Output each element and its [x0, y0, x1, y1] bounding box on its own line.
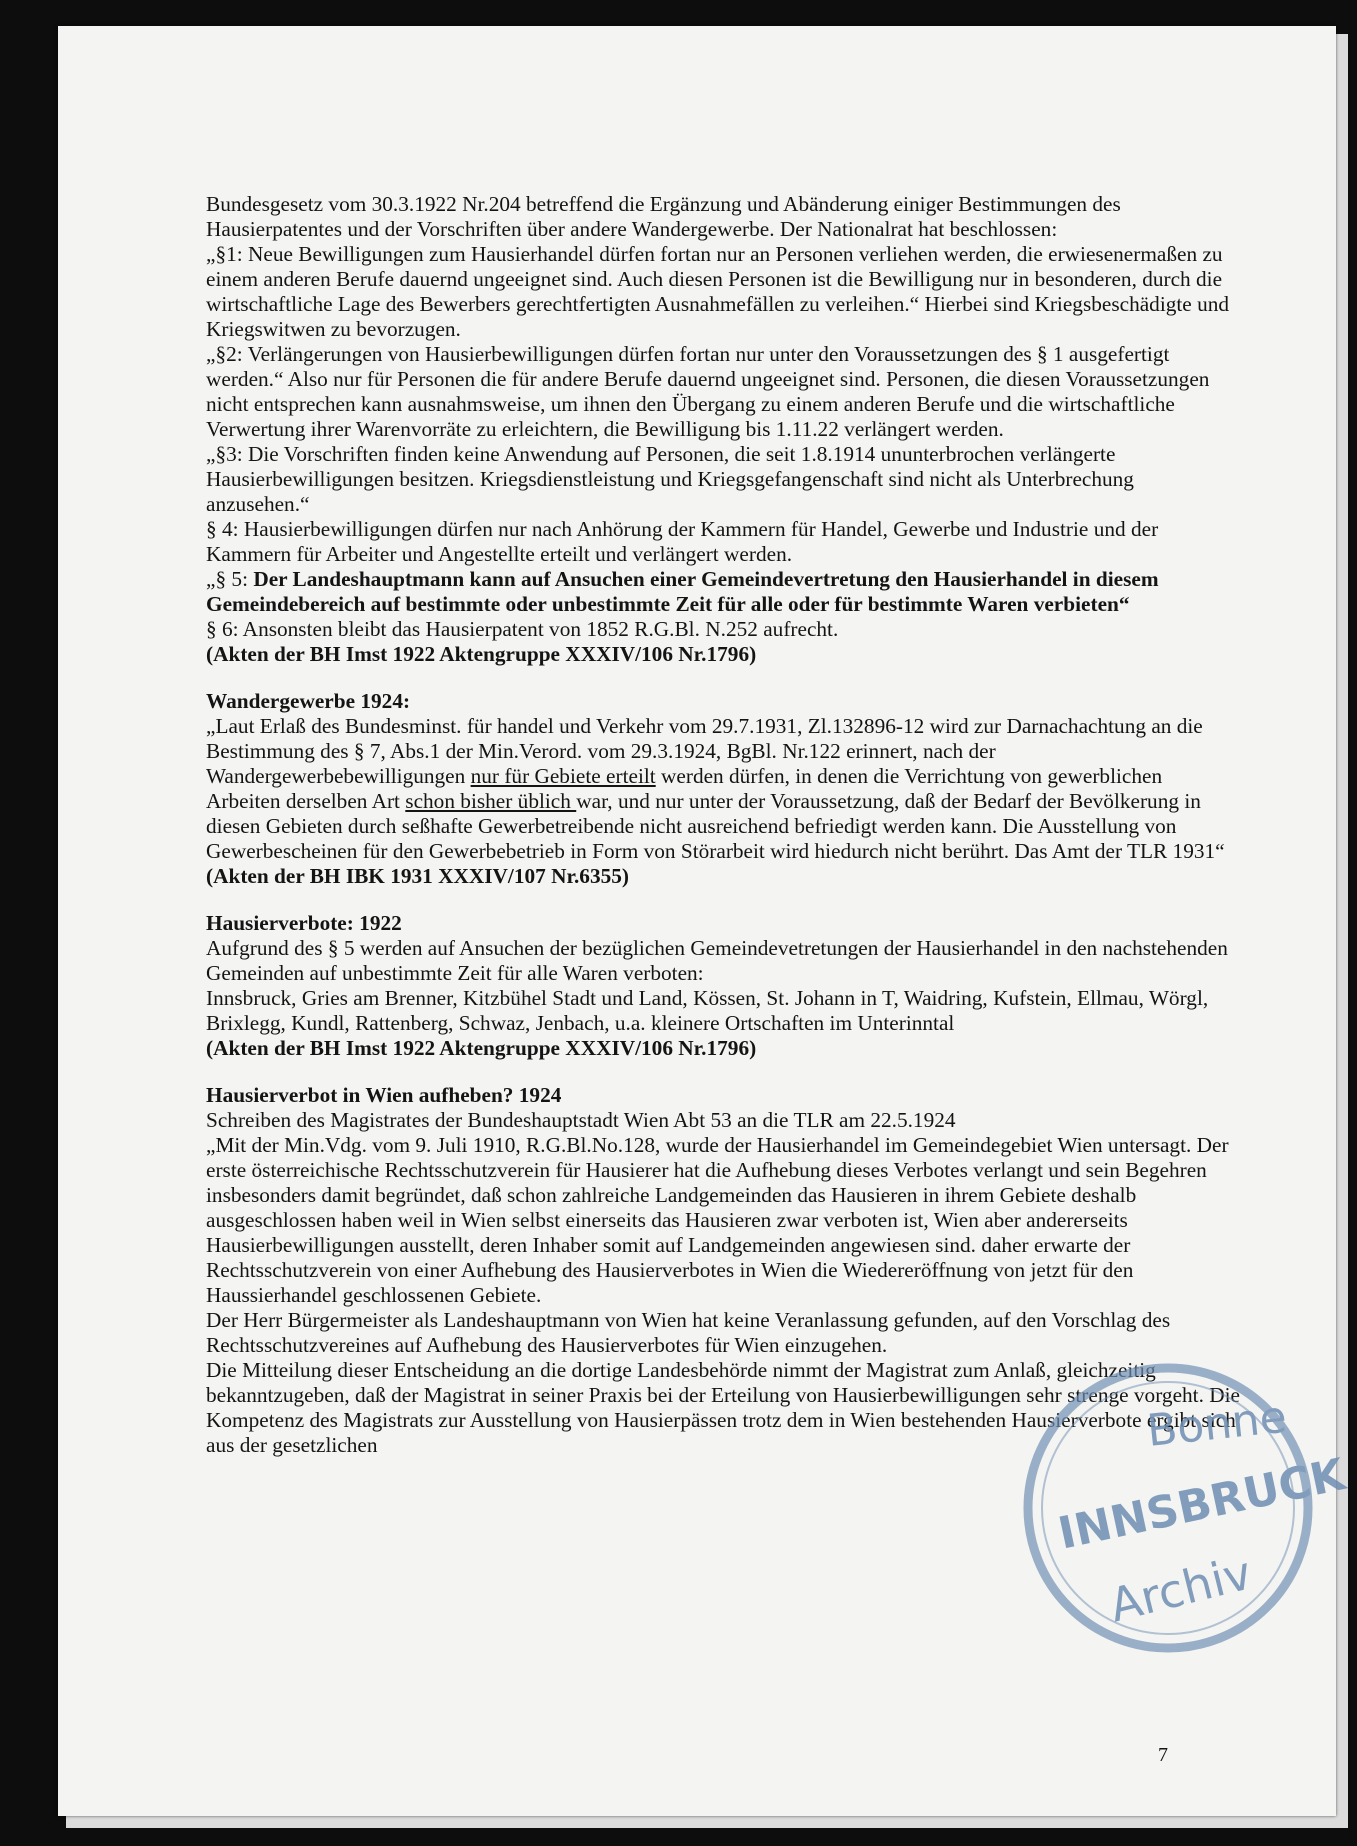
section-5-prefix: „§ 5: [206, 567, 254, 591]
archive-stamp [1018, 1358, 1350, 1658]
stamp-text-bottom: Archiv [1104, 1545, 1257, 1633]
wien-letter-body: „Mit der Min.Vdg. vom 9. Juli 1910, R.G.Bl.No.128, wurde der Hausierhandel im Gemeindegebiet Wien untersagt. Der erste österreichische Rechtsschutzverein für Hausierer hat die Aufhebung dieses Verbotes verlangt und sein Begehren insbesonders damit begründet, daß schon zahlreiche Landgemeinden das Hausieren in ihrem Gebiete deshalb ausgeschlossen haben weil in Wien selbst einerseits das Hausieren zwar verboten ist, Wien aber andererseits Hausierbewilligungen ausstellt, deren Inhaber somit auf Landgemeinden angewiesen sind. daher erwarte der Rechtsschutzverein von einer Aufhebung des Hausierverbotes in Wien die Wiedereröffnung von jetzt für den Haussierhandel geschlossenen Gebiete. [206, 1133, 1229, 1307]
wandergewerbe-text-part-2: werden dürfen, in denen die Verrichtung von gewerblichen Arbeiten derselben Art [206, 764, 1163, 813]
hausierverbote-text: Aufgrund des § 5 werden auf Ansuchen der bezüglichen Gemeindevetretungen der Hausierhandel in den nachstehenden Gemeinden auf unbestimmte Zeit für alle Waren verboten: [206, 936, 1228, 985]
stamp-text-top: Bonne [1144, 1391, 1290, 1457]
underlined-phrase-gebiete: nur für Gebiete erteilt [470, 764, 656, 788]
spacer [206, 1061, 1240, 1083]
source-citation-1922-second: (Akten der BH Imst 1922 Aktengruppe XXXIV/106 Nr.1796) [206, 1036, 757, 1060]
section-5-bold-text: Der Landeshauptmann kann auf Ansuchen einer Gemeindevertretung den Hausierhandel in diesem Gemeindebereich auf bestimmte oder unbestimmte Zeit für alle oder für bestimmte Waren verbieten“ [206, 567, 1159, 616]
hausierverbote-places: Innsbruck, Gries am Brenner, Kitzbühel Stadt und Land, Kössen, St. Johann in T, Waidring, Kufstein, Ellmau, Wörgl, Brixlegg, Kundl, Rattenberg, Schwaz, Jenbach, u.a. kleinere Ortschaften im Unterinntal [206, 986, 1209, 1035]
wandergewerbe-text-part-1: „Laut Erlaß des Bundesminst. für handel und Verkehr vom 29.7.1931, Zl.132896-12 wird zur Darnachachtung an die Bestimmung des § 7, Abs.1 der Min.Verord. vom 29.3.1924, BgBl. Nr.122 erinnert, nach der Wandergewerbebewilligungen [206, 714, 1203, 788]
document-body [206, 192, 1240, 1458]
paragraph-section-1: „§1: Neue Bewilligungen zum Hausierhandel dürfen fortan nur an Personen verliehen werden, die erwiesenermaßen zu einem anderen Berufe dauernd ungeeignet sind. Auch diesen Personen ist die Bewilligung nur in besonderen, durch die wirtschaftliche Lage des Bewerbers gerechtfertigten Ausnahmefällen zu verleihen.“ Hierbei sind Kriegsbeschädigte und Kriegswitwen zu bevorzugen. [206, 242, 1230, 341]
stamp-text-middle: INNSBRUCK [1053, 1449, 1350, 1560]
law-intro-paragraph: Bundesgesetz vom 30.3.1922 Nr.204 betreffend die Ergänzung und Abänderung einiger Bestimmungen des Hausierpatentes und der Vorschriften über andere Wandergewerbe. Der Nationalrat hat beschlossen: [206, 192, 1121, 241]
source-citation-1931: (Akten der BH IBK 1931 XXXIV/107 Nr.6355) [206, 864, 629, 888]
page-number: 7 [1158, 1744, 1168, 1766]
wien-letter-intro: Schreiben des Magistrates der Bundeshauptstadt Wien Abt 53 an die TLR am 22.5.1924 [206, 1108, 956, 1132]
wien-communication: Die Mitteilung dieser Entscheidung an die dortige Landesbehörde nimmt der Magistrat zum Anlaß, gleichzeitig bekanntzugeben, daß der Magistrat in seiner Praxis bei der Erteilung von Hausierbewilligungen sehr strenge vorgeht. Die Kompetenz des Magistrats zur Ausstellung von Hausierpässen trotz dem in Wien bestehenden Hausierverbote ergibt sich aus der gesetzlichen [206, 1358, 1240, 1457]
paragraph-section-2: „§2: Verlängerungen von Hausierbewilligungen dürfen fortan nur unter den Voraussetzungen des § 1 ausgefertigt werden.“ Also nur für Personen die für andere Berufe dauernd ungeeignet sind. Personen, die diesen Voraussetzungen nicht entsprechen kann ausnahmsweise, um ihnen den Übergang zu einem anderen Berufe und die wirtschaftliche Verwertung ihrer Warenvorräte zu erleichtern, die Bewilligung bis 1.11.22 verlängert werden. [206, 342, 1210, 441]
paragraph-section-6: § 6: Ansonsten bleibt das Hausierpatent von 1852 R.G.Bl. N.252 aufrecht. [206, 617, 839, 641]
spacer [206, 667, 1240, 689]
heading-hausierverbote: Hausierverbote: 1922 [206, 911, 402, 935]
heading-wandergewerbe: Wandergewerbe 1924: [206, 689, 411, 713]
wien-mayor-decision: Der Herr Bürgermeister als Landeshauptmann von Wien hat keine Veranlassung gefunden, auf den Vorschlag des Rechtsschutzvereines auf Aufhebung des Hausierverbotes für Wien einzugehen. [206, 1308, 1171, 1357]
wandergewerbe-text [206, 714, 1240, 864]
wandergewerbe-text-part-3: war, und nur unter der Voraussetzung, daß der Bedarf der Bevölkerung in diesen Gebieten durch seßhafte Gewerbetreibende nicht ausreichend befriedigt werden kann. Die Ausstellung von Gewerbescheinen für den Gewerbebetrieb in Form von Störarbeit wird hiedurch nicht berührt. Das Amt der TLR 1931“ [206, 789, 1225, 863]
source-citation-1922: (Akten der BH Imst 1922 Aktengruppe XXXIV/106 Nr.1796) [206, 642, 757, 666]
heading-hausierverbot-wien: Hausierverbot in Wien aufheben? 1924 [206, 1083, 562, 1107]
paragraph-section-5 [206, 567, 1240, 617]
paragraph-section-3: „§3: Die Vorschriften finden keine Anwendung auf Personen, die seit 1.8.1914 ununterbrochen verlängerte Hausierbewilligungen besitzen. Kriegsdienstleistung und Kriegsgefangenschaft sind nicht als Unterbrechung anzusehen.“ [206, 442, 1134, 516]
paragraph-section-4: § 4: Hausierbewilligungen dürfen nur nach Anhörung der Kammern für Handel, Gewerbe und Industrie und der Kammern für Arbeiter und Angestellte erteilt und verlängert werden. [206, 517, 1159, 566]
underlined-phrase-ueblich: schon bisher üblich [405, 789, 577, 813]
spacer [206, 889, 1240, 911]
